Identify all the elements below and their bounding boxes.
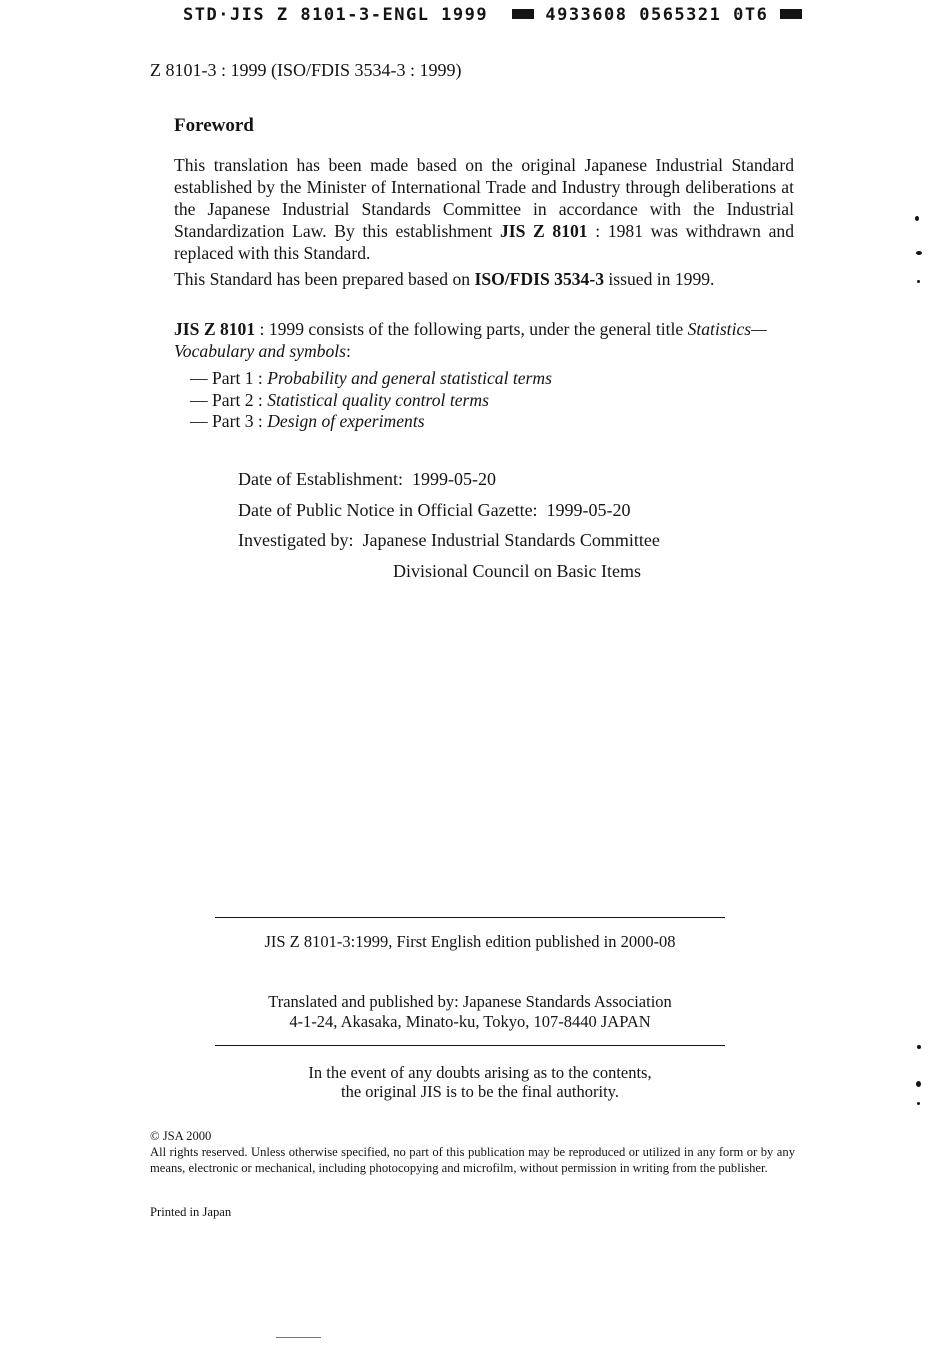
- list-item: [190, 410, 790, 432]
- para2-text-a: This Standard has been prepared based on: [174, 269, 475, 289]
- para3-ref: JIS Z 8101: [174, 319, 256, 339]
- investigated-label: Investigated by:: [238, 530, 363, 550]
- header-code-line: [183, 5, 802, 25]
- divider-top: [215, 917, 725, 918]
- edition-info: JIS Z 8101-3:1999, First English edition published in 2000-08: [264, 932, 676, 951]
- date-establishment: Date of Establishment: 1999-05-20: [238, 469, 496, 489]
- para1-ref: JIS Z 8101: [499, 221, 588, 241]
- para3-title: Statistics—Vocabulary and symbols: [174, 319, 767, 361]
- publisher-line-2: 4-1-24, Akasaka, Minato-ku, Tokyo, 107-8440 JAPAN: [289, 1012, 651, 1031]
- foreword-heading: Foreword: [174, 115, 254, 136]
- scan-speck: [917, 280, 920, 283]
- header-code-text: STD·JIS Z 8101-3-ENGL 1999: [183, 5, 489, 25]
- para2-ref: ISO/FDIS 3534-3: [474, 269, 604, 289]
- divider-bottom: [215, 1045, 725, 1046]
- part-label: — Part 2 :: [190, 389, 268, 410]
- foreword-paragraph-1: [174, 154, 794, 264]
- header-barcode-numbers: 4933608 0565321 0T6: [545, 5, 769, 25]
- investigated-by: [238, 530, 660, 561]
- list-item: [190, 367, 790, 389]
- part-label: — Part 3 :: [190, 411, 268, 431]
- copyright-block: [150, 1128, 795, 1176]
- authority-line-1: In the event of any doubts arising as to the contents,: [308, 1063, 652, 1082]
- part-title: Statistical quality control terms: [267, 389, 489, 410]
- dates-block: [238, 469, 660, 591]
- document-id: Z 8101-3 : 1999 (ISO/FDIS 3534-3 : 1999): [150, 60, 462, 80]
- barcode-block-left: [512, 9, 534, 19]
- date-public-notice: Date of Public Notice in Official Gazette: 1999-05-20: [238, 499, 631, 520]
- scan-speck: [915, 216, 919, 221]
- parts-list: [190, 367, 790, 432]
- printed-in: Printed in Japan: [150, 1205, 232, 1219]
- para1-text-a: This translation has been made based on the original Japanese Industrial Standard established by the Minister of International Trade and Industry through deliberations at the Japanese Industrial Standards Committee in accordance with the Industrial Standardization Law. By this establishment: [174, 155, 794, 241]
- list-item: [190, 389, 790, 411]
- authority-line-2: the original JIS is to be the final authority.: [340, 1082, 619, 1101]
- scan-speck: [916, 251, 922, 255]
- scan-speck: [917, 1045, 921, 1049]
- para3-text-a: : 1999 consists of the following parts, under the general title: [255, 319, 688, 339]
- para3-text-b: :: [346, 341, 351, 361]
- part-title: Design of experiments: [267, 411, 425, 431]
- part-label: — Part 1 :: [190, 368, 268, 388]
- foreword-paragraph-3: [174, 318, 794, 362]
- investigated-line-1: Japanese Industrial Standards Committee: [362, 530, 660, 550]
- part-title: Probability and general statistical terms: [267, 368, 552, 388]
- copyright-line: © JSA 2000: [150, 1129, 212, 1143]
- investigated-line-2: Divisional Council on Basic Items: [393, 560, 641, 581]
- rights-statement: All rights reserved. Unless otherwise specified, no part of this publication may be reproduced or utilized in any form or by any means, electronic or mechanical, including photocopying and microfilm, without permission in writing from the publisher.: [150, 1145, 795, 1175]
- scan-line-mark: [276, 1337, 321, 1338]
- para2-text-b: issued in 1999.: [604, 269, 715, 289]
- foreword-paragraph-2: [174, 268, 794, 290]
- para1-text-b: : 1981 was withdrawn and replaced with this Standard.: [174, 221, 794, 263]
- publisher-line-1: Translated and published by: Japanese Standards Association: [268, 992, 672, 1011]
- scan-speck: [917, 1102, 920, 1105]
- barcode-block-right: [780, 9, 802, 19]
- scan-speck: [916, 1081, 921, 1087]
